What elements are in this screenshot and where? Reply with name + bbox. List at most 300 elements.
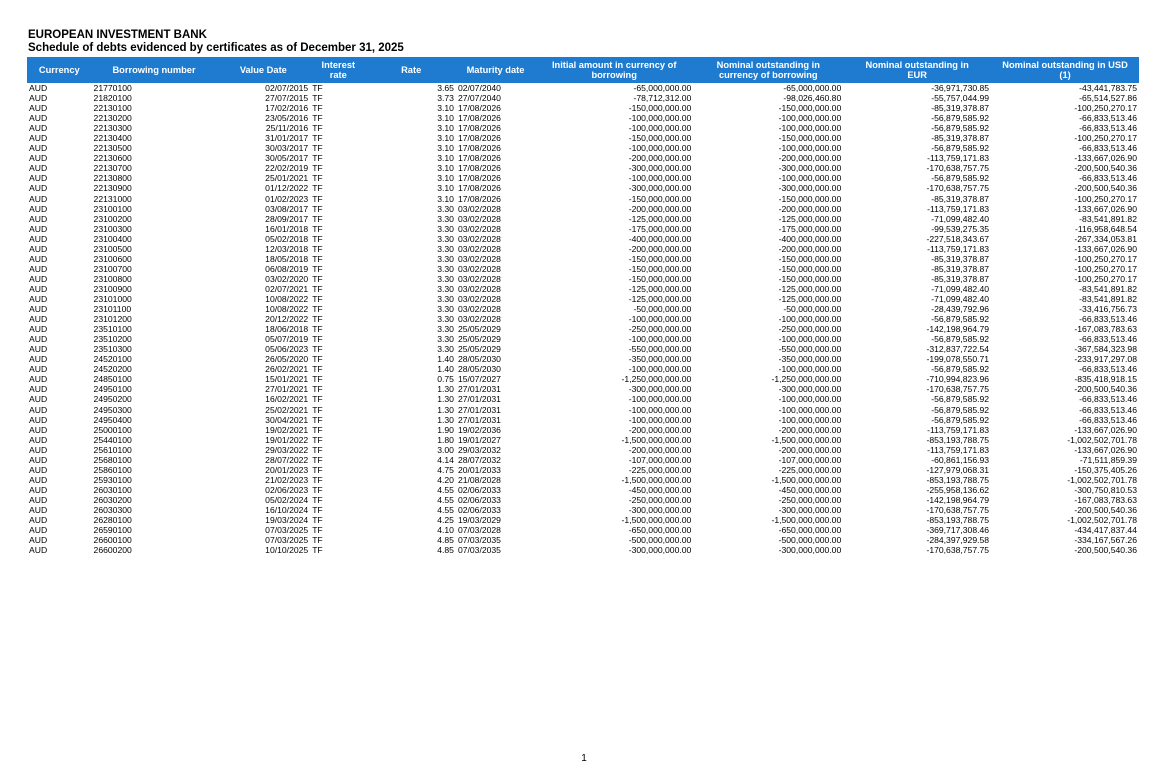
initial-amount-cell: -100,000,000.00 [628, 123, 692, 134]
interest-rate-cell: TF [312, 263, 323, 274]
nominal-currency-cell: -150,000,000.00 [778, 273, 842, 284]
nominal-usd-cell: -1,002,502,701.78 [1067, 515, 1137, 526]
maturity-date-cell: 03/02/2028 [457, 314, 501, 325]
column-header-borrowing-number: Borrowing number [92, 57, 217, 83]
maturity-date-cell: 03/02/2028 [457, 223, 501, 234]
interest-rate-cell: TF [312, 525, 323, 536]
interest-rate-cell: TF [312, 464, 323, 475]
table-row [27, 465, 1139, 475]
borrowing-number-cell: 26030300 [93, 504, 132, 515]
rate-cell: 3.65 [437, 83, 454, 93]
rate-cell: 4.55 [437, 504, 454, 515]
borrowing-number-cell: 23100800 [93, 273, 132, 284]
value-date-cell: 28/07/2022 [265, 454, 309, 465]
nominal-usd-cell: -100,250,270.17 [1074, 193, 1137, 204]
value-date-cell: 02/07/2021 [265, 283, 309, 294]
nominal-eur-cell: -71,099,482.40 [931, 293, 990, 304]
currency-cell: AUD [29, 454, 48, 465]
rate-cell: 3.30 [437, 314, 454, 325]
rate-cell: 3.73 [437, 93, 454, 104]
nominal-usd-cell: -1,002,502,701.78 [1067, 474, 1137, 485]
column-header-initial-amount: Initial amount in currency of borrowing [535, 57, 693, 83]
initial-amount-cell: -300,000,000.00 [628, 504, 692, 515]
nominal-currency-cell: -200,000,000.00 [778, 203, 842, 214]
interest-rate-cell: TF [312, 414, 323, 425]
nominal-eur-cell: -71,099,482.40 [931, 283, 990, 294]
interest-rate-cell: TF [312, 444, 323, 455]
nominal-currency-cell: -400,000,000.00 [778, 233, 842, 244]
nominal-usd-cell: -71,511,859.39 [1079, 454, 1137, 465]
value-date-cell: 02/07/2015 [265, 83, 309, 93]
value-date-cell: 19/02/2021 [265, 424, 309, 435]
value-date-cell: 10/10/2025 [265, 545, 309, 556]
value-date-cell: 26/02/2021 [265, 364, 309, 375]
nominal-eur-cell: -56,879,585.92 [931, 143, 990, 154]
borrowing-number-cell: 24520200 [93, 364, 132, 375]
nominal-usd-cell: -66,833,513.46 [1079, 414, 1137, 425]
maturity-date-cell: 17/08/2026 [457, 113, 501, 124]
nominal-eur-cell: -284,397,929.58 [926, 535, 990, 546]
rate-cell: 4.55 [437, 494, 454, 505]
nominal-usd-cell: -233,917,297.08 [1074, 354, 1137, 365]
nominal-currency-cell: -650,000,000.00 [778, 525, 842, 536]
table-row [27, 485, 1139, 495]
interest-rate-cell: TF [312, 515, 323, 526]
interest-rate-cell: TF [312, 253, 323, 264]
value-date-cell: 15/01/2021 [265, 374, 309, 385]
nominal-currency-cell: -300,000,000.00 [778, 545, 842, 556]
initial-amount-cell: -107,000,000.00 [628, 454, 692, 465]
nominal-usd-cell: -133,667,026.90 [1074, 444, 1137, 455]
nominal-currency-cell: -50,000,000.00 [783, 304, 842, 315]
currency-cell: AUD [29, 213, 48, 224]
nominal-eur-cell: -312,837,722.54 [926, 344, 990, 355]
interest-rate-cell: TF [312, 304, 323, 315]
value-date-cell: 17/02/2016 [265, 103, 309, 114]
currency-cell: AUD [29, 253, 48, 264]
nominal-usd-cell: -434,417,837.44 [1074, 525, 1137, 536]
currency-cell: AUD [29, 293, 48, 304]
table-row [27, 525, 1139, 535]
table-row [27, 455, 1139, 465]
initial-amount-cell: -100,000,000.00 [628, 113, 692, 124]
currency-cell: AUD [29, 123, 48, 134]
table-row [27, 214, 1139, 224]
borrowing-number-cell: 26590100 [93, 525, 132, 536]
interest-rate-cell: TF [312, 163, 323, 174]
nominal-usd-cell: -133,667,026.90 [1074, 153, 1137, 164]
maturity-date-cell: 07/03/2035 [457, 545, 501, 556]
nominal-eur-cell: -71,099,482.40 [931, 213, 990, 224]
nominal-eur-cell: -60,861,156.93 [931, 454, 990, 465]
initial-amount-cell: -350,000,000.00 [628, 354, 692, 365]
initial-amount-cell: -100,000,000.00 [628, 334, 692, 345]
borrowing-number-cell: 25860100 [93, 464, 132, 475]
nominal-usd-cell: -66,833,513.46 [1079, 394, 1137, 405]
interest-rate-cell: TF [312, 243, 323, 254]
table-row [27, 314, 1139, 324]
value-date-cell: 16/02/2021 [265, 394, 309, 405]
initial-amount-cell: -550,000,000.00 [628, 344, 692, 355]
value-date-cell: 22/02/2019 [265, 163, 309, 174]
maturity-date-cell: 02/07/2040 [457, 83, 501, 93]
value-date-cell: 06/08/2019 [265, 263, 309, 274]
initial-amount-cell: -100,000,000.00 [628, 143, 692, 154]
rate-cell: 3.00 [437, 444, 454, 455]
interest-rate-cell: TF [312, 434, 323, 445]
rate-cell: 3.30 [437, 293, 454, 304]
column-header-nominal-usd: Nominal outstanding in USD (1) [991, 57, 1139, 83]
currency-cell: AUD [29, 545, 48, 556]
table-row [27, 244, 1139, 254]
nominal-usd-cell: -133,667,026.90 [1074, 203, 1137, 214]
currency-cell: AUD [29, 515, 48, 526]
table-row [27, 394, 1139, 404]
maturity-date-cell: 19/01/2027 [457, 434, 501, 445]
borrowing-number-cell: 26600100 [93, 535, 132, 546]
nominal-usd-cell: -100,250,270.17 [1074, 253, 1137, 264]
nominal-usd-cell: -100,250,270.17 [1074, 133, 1137, 144]
debts-table [27, 57, 1139, 555]
borrowing-number-cell: 23100900 [93, 283, 132, 294]
interest-rate-cell: TF [312, 83, 323, 93]
initial-amount-cell: -200,000,000.00 [628, 243, 692, 254]
value-date-cell: 18/05/2018 [265, 253, 309, 264]
rate-cell: 1.30 [437, 394, 454, 405]
nominal-currency-cell: -500,000,000.00 [778, 535, 842, 546]
currency-cell: AUD [29, 394, 48, 405]
initial-amount-cell: -100,000,000.00 [628, 394, 692, 405]
table-row [27, 435, 1139, 445]
interest-rate-cell: TF [312, 133, 323, 144]
table-row [27, 445, 1139, 455]
initial-amount-cell: -100,000,000.00 [628, 173, 692, 184]
borrowing-number-cell: 23100400 [93, 233, 132, 244]
interest-rate-cell: TF [312, 324, 323, 335]
value-date-cell: 19/01/2022 [265, 434, 309, 445]
nominal-eur-cell: -255,958,136.62 [926, 484, 990, 495]
table-row [27, 103, 1139, 113]
interest-rate-cell: TF [312, 494, 323, 505]
rate-cell: 3.10 [437, 123, 454, 134]
currency-cell: AUD [29, 113, 48, 124]
table-row [27, 183, 1139, 193]
maturity-date-cell: 15/07/2027 [457, 374, 501, 385]
rate-cell: 4.14 [437, 454, 454, 465]
maturity-date-cell: 03/02/2028 [457, 213, 501, 224]
nominal-usd-cell: -83,541,891.82 [1079, 293, 1137, 304]
nominal-eur-cell: -85,319,378.87 [931, 273, 990, 284]
interest-rate-cell: TF [312, 123, 323, 134]
nominal-usd-cell: -334,167,567.26 [1074, 535, 1137, 546]
nominal-eur-cell: -56,879,585.92 [931, 394, 990, 405]
initial-amount-cell: -125,000,000.00 [628, 293, 692, 304]
nominal-currency-cell: -250,000,000.00 [778, 494, 842, 505]
nominal-eur-cell: -85,319,378.87 [931, 193, 990, 204]
interest-rate-cell: TF [312, 394, 323, 405]
value-date-cell: 25/11/2016 [265, 123, 309, 134]
value-date-cell: 07/03/2025 [265, 535, 309, 546]
nominal-currency-cell: -100,000,000.00 [778, 334, 842, 345]
nominal-eur-cell: -56,879,585.92 [931, 113, 990, 124]
borrowing-number-cell: 23101000 [93, 293, 132, 304]
maturity-date-cell: 19/02/2036 [457, 424, 501, 435]
table-row [27, 405, 1139, 415]
nominal-currency-cell: -125,000,000.00 [778, 213, 842, 224]
initial-amount-cell: -125,000,000.00 [628, 213, 692, 224]
initial-amount-cell: -300,000,000.00 [628, 163, 692, 174]
rate-cell: 1.30 [437, 384, 454, 395]
currency-cell: AUD [29, 464, 48, 475]
interest-rate-cell: TF [312, 535, 323, 546]
currency-cell: AUD [29, 424, 48, 435]
table-row [27, 505, 1139, 515]
nominal-eur-cell: -170,638,757.75 [926, 504, 990, 515]
value-date-cell: 03/02/2020 [265, 273, 309, 284]
table-row [27, 173, 1139, 183]
currency-cell: AUD [29, 273, 48, 284]
maturity-date-cell: 27/01/2031 [457, 384, 501, 395]
maturity-date-cell: 03/02/2028 [457, 293, 501, 304]
table-row [27, 224, 1139, 234]
maturity-date-cell: 03/02/2028 [457, 253, 501, 264]
maturity-date-cell: 17/08/2026 [457, 163, 501, 174]
nominal-eur-cell: -142,198,964.79 [926, 324, 990, 335]
maturity-date-cell: 25/05/2029 [457, 324, 501, 335]
nominal-usd-cell: -133,667,026.90 [1074, 243, 1137, 254]
currency-cell: AUD [29, 494, 48, 505]
currency-cell: AUD [29, 103, 48, 114]
borrowing-number-cell: 23510200 [93, 334, 132, 345]
nominal-currency-cell: -100,000,000.00 [778, 394, 842, 405]
value-date-cell: 21/02/2023 [265, 474, 309, 485]
borrowing-number-cell: 22130100 [93, 103, 132, 114]
document-subtitle: Schedule of debts evidenced by certificates as of December 31, 2025 [28, 42, 404, 54]
nominal-eur-cell: -56,879,585.92 [931, 404, 990, 415]
nominal-currency-cell: -125,000,000.00 [778, 283, 842, 294]
borrowing-number-cell: 24850100 [93, 374, 132, 385]
value-date-cell: 29/03/2022 [265, 444, 309, 455]
table-row [27, 364, 1139, 374]
interest-rate-cell: TF [312, 283, 323, 294]
currency-cell: AUD [29, 133, 48, 144]
maturity-date-cell: 29/03/2032 [457, 444, 501, 455]
nominal-currency-cell: -150,000,000.00 [778, 253, 842, 264]
currency-cell: AUD [29, 173, 48, 184]
rate-cell: 3.10 [437, 103, 454, 114]
nominal-usd-cell: -1,002,502,701.78 [1067, 434, 1137, 445]
maturity-date-cell: 27/01/2031 [457, 404, 501, 415]
table-header-row [27, 57, 1139, 83]
initial-amount-cell: -225,000,000.00 [628, 464, 692, 475]
borrowing-number-cell: 25440100 [93, 434, 132, 445]
table-row [27, 163, 1139, 173]
interest-rate-cell: TF [312, 484, 323, 495]
table-row [27, 425, 1139, 435]
interest-rate-cell: TF [312, 153, 323, 164]
rate-cell: 3.30 [437, 253, 454, 264]
page-number: 1 [581, 753, 587, 764]
initial-amount-cell: -200,000,000.00 [628, 153, 692, 164]
nominal-eur-cell: -36,971,730.85 [931, 83, 990, 93]
maturity-date-cell: 03/02/2028 [457, 233, 501, 244]
maturity-date-cell: 17/08/2026 [457, 173, 501, 184]
currency-cell: AUD [29, 83, 48, 93]
nominal-currency-cell: -1,500,000,000.00 [771, 515, 842, 526]
table-row [27, 515, 1139, 525]
nominal-eur-cell: -199,078,550.71 [926, 354, 990, 365]
nominal-eur-cell: -113,759,171.83 [927, 444, 990, 455]
nominal-usd-cell: -65,514,527.86 [1079, 93, 1137, 104]
rate-cell: 3.10 [437, 153, 454, 164]
rate-cell: 1.90 [437, 424, 454, 435]
rate-cell: 3.30 [437, 304, 454, 315]
currency-cell: AUD [29, 143, 48, 154]
borrowing-number-cell: 22130600 [93, 153, 132, 164]
nominal-eur-cell: -85,319,378.87 [931, 253, 990, 264]
initial-amount-cell: -100,000,000.00 [628, 414, 692, 425]
rate-cell: 4.75 [437, 464, 454, 475]
interest-rate-cell: TF [312, 113, 323, 124]
rate-cell: 3.10 [437, 193, 454, 204]
borrowing-number-cell: 23100500 [93, 243, 132, 254]
column-header-nominal-eur: Nominal outstanding in EUR [843, 57, 991, 83]
currency-cell: AUD [29, 153, 48, 164]
nominal-usd-cell: -66,833,513.46 [1079, 364, 1137, 375]
nominal-usd-cell: -300,750,810.53 [1074, 484, 1137, 495]
nominal-currency-cell: -100,000,000.00 [778, 404, 842, 415]
nominal-currency-cell: -100,000,000.00 [778, 414, 842, 425]
nominal-currency-cell: -1,500,000,000.00 [771, 474, 842, 485]
rate-cell: 3.30 [437, 263, 454, 274]
value-date-cell: 30/03/2017 [265, 143, 309, 154]
maturity-date-cell: 03/02/2028 [457, 304, 501, 315]
value-date-cell: 25/01/2021 [265, 173, 309, 184]
table-row [27, 374, 1139, 384]
currency-cell: AUD [29, 384, 48, 395]
nominal-usd-cell: -167,083,783.63 [1074, 324, 1137, 335]
initial-amount-cell: -1,500,000,000.00 [621, 474, 692, 485]
nominal-currency-cell: -250,000,000.00 [778, 324, 842, 335]
interest-rate-cell: TF [312, 314, 323, 325]
value-date-cell: 25/02/2021 [265, 404, 309, 415]
nominal-currency-cell: -150,000,000.00 [778, 263, 842, 274]
column-header-maturity-date: Maturity date [456, 57, 535, 83]
currency-cell: AUD [29, 374, 48, 385]
rate-cell: 4.55 [437, 484, 454, 495]
table-row [27, 475, 1139, 485]
table-row [27, 143, 1139, 153]
currency-cell: AUD [29, 535, 48, 546]
borrowing-number-cell: 22130500 [93, 143, 132, 154]
rate-cell: 4.85 [437, 545, 454, 556]
rate-cell: 3.30 [437, 324, 454, 335]
maturity-date-cell: 17/08/2026 [457, 103, 501, 114]
table-row [27, 354, 1139, 364]
initial-amount-cell: -175,000,000.00 [628, 223, 692, 234]
rate-cell: 3.10 [437, 143, 454, 154]
rate-cell: 3.30 [437, 203, 454, 214]
column-header-interest-rate: Interest rate [310, 57, 366, 83]
currency-cell: AUD [29, 93, 48, 104]
value-date-cell: 30/04/2021 [265, 414, 309, 425]
rate-cell: 3.30 [437, 334, 454, 345]
borrowing-number-cell: 26600200 [93, 545, 132, 556]
nominal-usd-cell: -100,250,270.17 [1074, 103, 1137, 114]
maturity-date-cell: 02/06/2033 [457, 494, 501, 505]
nominal-eur-cell: -113,759,171.83 [927, 243, 990, 254]
borrowing-number-cell: 21770100 [93, 83, 132, 93]
rate-cell: 3.30 [437, 233, 454, 244]
borrowing-number-cell: 22130400 [93, 133, 132, 144]
nominal-usd-cell: -200,500,540.36 [1074, 163, 1137, 174]
currency-cell: AUD [29, 243, 48, 254]
borrowing-number-cell: 22131000 [93, 193, 132, 204]
maturity-date-cell: 27/01/2031 [457, 414, 501, 425]
interest-rate-cell: TF [312, 183, 323, 194]
nominal-currency-cell: -300,000,000.00 [778, 384, 842, 395]
borrowing-number-cell: 21820100 [93, 93, 132, 104]
rate-cell: 1.30 [437, 414, 454, 425]
nominal-currency-cell: -350,000,000.00 [778, 354, 842, 365]
initial-amount-cell: -150,000,000.00 [628, 103, 692, 114]
nominal-currency-cell: -65,000,000.00 [783, 83, 842, 93]
maturity-date-cell: 25/05/2029 [457, 344, 501, 355]
nominal-usd-cell: -116,958,648.54 [1075, 223, 1137, 234]
rate-cell: 4.20 [437, 474, 454, 485]
rate-cell: 4.25 [437, 515, 454, 526]
currency-cell: AUD [29, 444, 48, 455]
nominal-eur-cell: -170,638,757.75 [926, 183, 990, 194]
currency-cell: AUD [29, 304, 48, 315]
nominal-usd-cell: -83,541,891.82 [1079, 283, 1137, 294]
nominal-currency-cell: -225,000,000.00 [778, 464, 842, 475]
borrowing-number-cell: 26280100 [93, 515, 132, 526]
maturity-date-cell: 17/08/2026 [457, 133, 501, 144]
table-row [27, 334, 1139, 344]
nominal-eur-cell: -853,193,788.75 [926, 434, 990, 445]
currency-cell: AUD [29, 484, 48, 495]
initial-amount-cell: -400,000,000.00 [628, 233, 692, 244]
column-header-nominal-currency: Nominal outstanding in currency of borrowing [693, 57, 843, 83]
rate-cell: 3.10 [437, 163, 454, 174]
table-row [27, 83, 1139, 93]
nominal-usd-cell: -200,500,540.36 [1074, 183, 1137, 194]
borrowing-number-cell: 25610100 [93, 444, 132, 455]
borrowing-number-cell: 26030200 [93, 494, 132, 505]
nominal-eur-cell: -127,979,068.31 [926, 464, 990, 475]
nominal-currency-cell: -100,000,000.00 [778, 364, 842, 375]
table-row [27, 204, 1139, 214]
initial-amount-cell: -100,000,000.00 [628, 314, 692, 325]
initial-amount-cell: -150,000,000.00 [628, 133, 692, 144]
currency-cell: AUD [29, 223, 48, 234]
nominal-currency-cell: -107,000,000.00 [778, 454, 842, 465]
value-date-cell: 18/06/2018 [265, 324, 309, 335]
rate-cell: 4.85 [437, 535, 454, 546]
nominal-usd-cell: -367,584,323.98 [1074, 344, 1137, 355]
value-date-cell: 02/06/2023 [265, 484, 309, 495]
rate-cell: 3.10 [437, 173, 454, 184]
interest-rate-cell: TF [312, 364, 323, 375]
currency-cell: AUD [29, 283, 48, 294]
nominal-currency-cell: -175,000,000.00 [778, 223, 842, 234]
nominal-eur-cell: -369,717,308.46 [926, 525, 990, 536]
initial-amount-cell: -150,000,000.00 [628, 253, 692, 264]
borrowing-number-cell: 23510100 [93, 324, 132, 335]
nominal-currency-cell: -300,000,000.00 [778, 183, 842, 194]
nominal-currency-cell: -98,026,460.80 [783, 93, 842, 104]
